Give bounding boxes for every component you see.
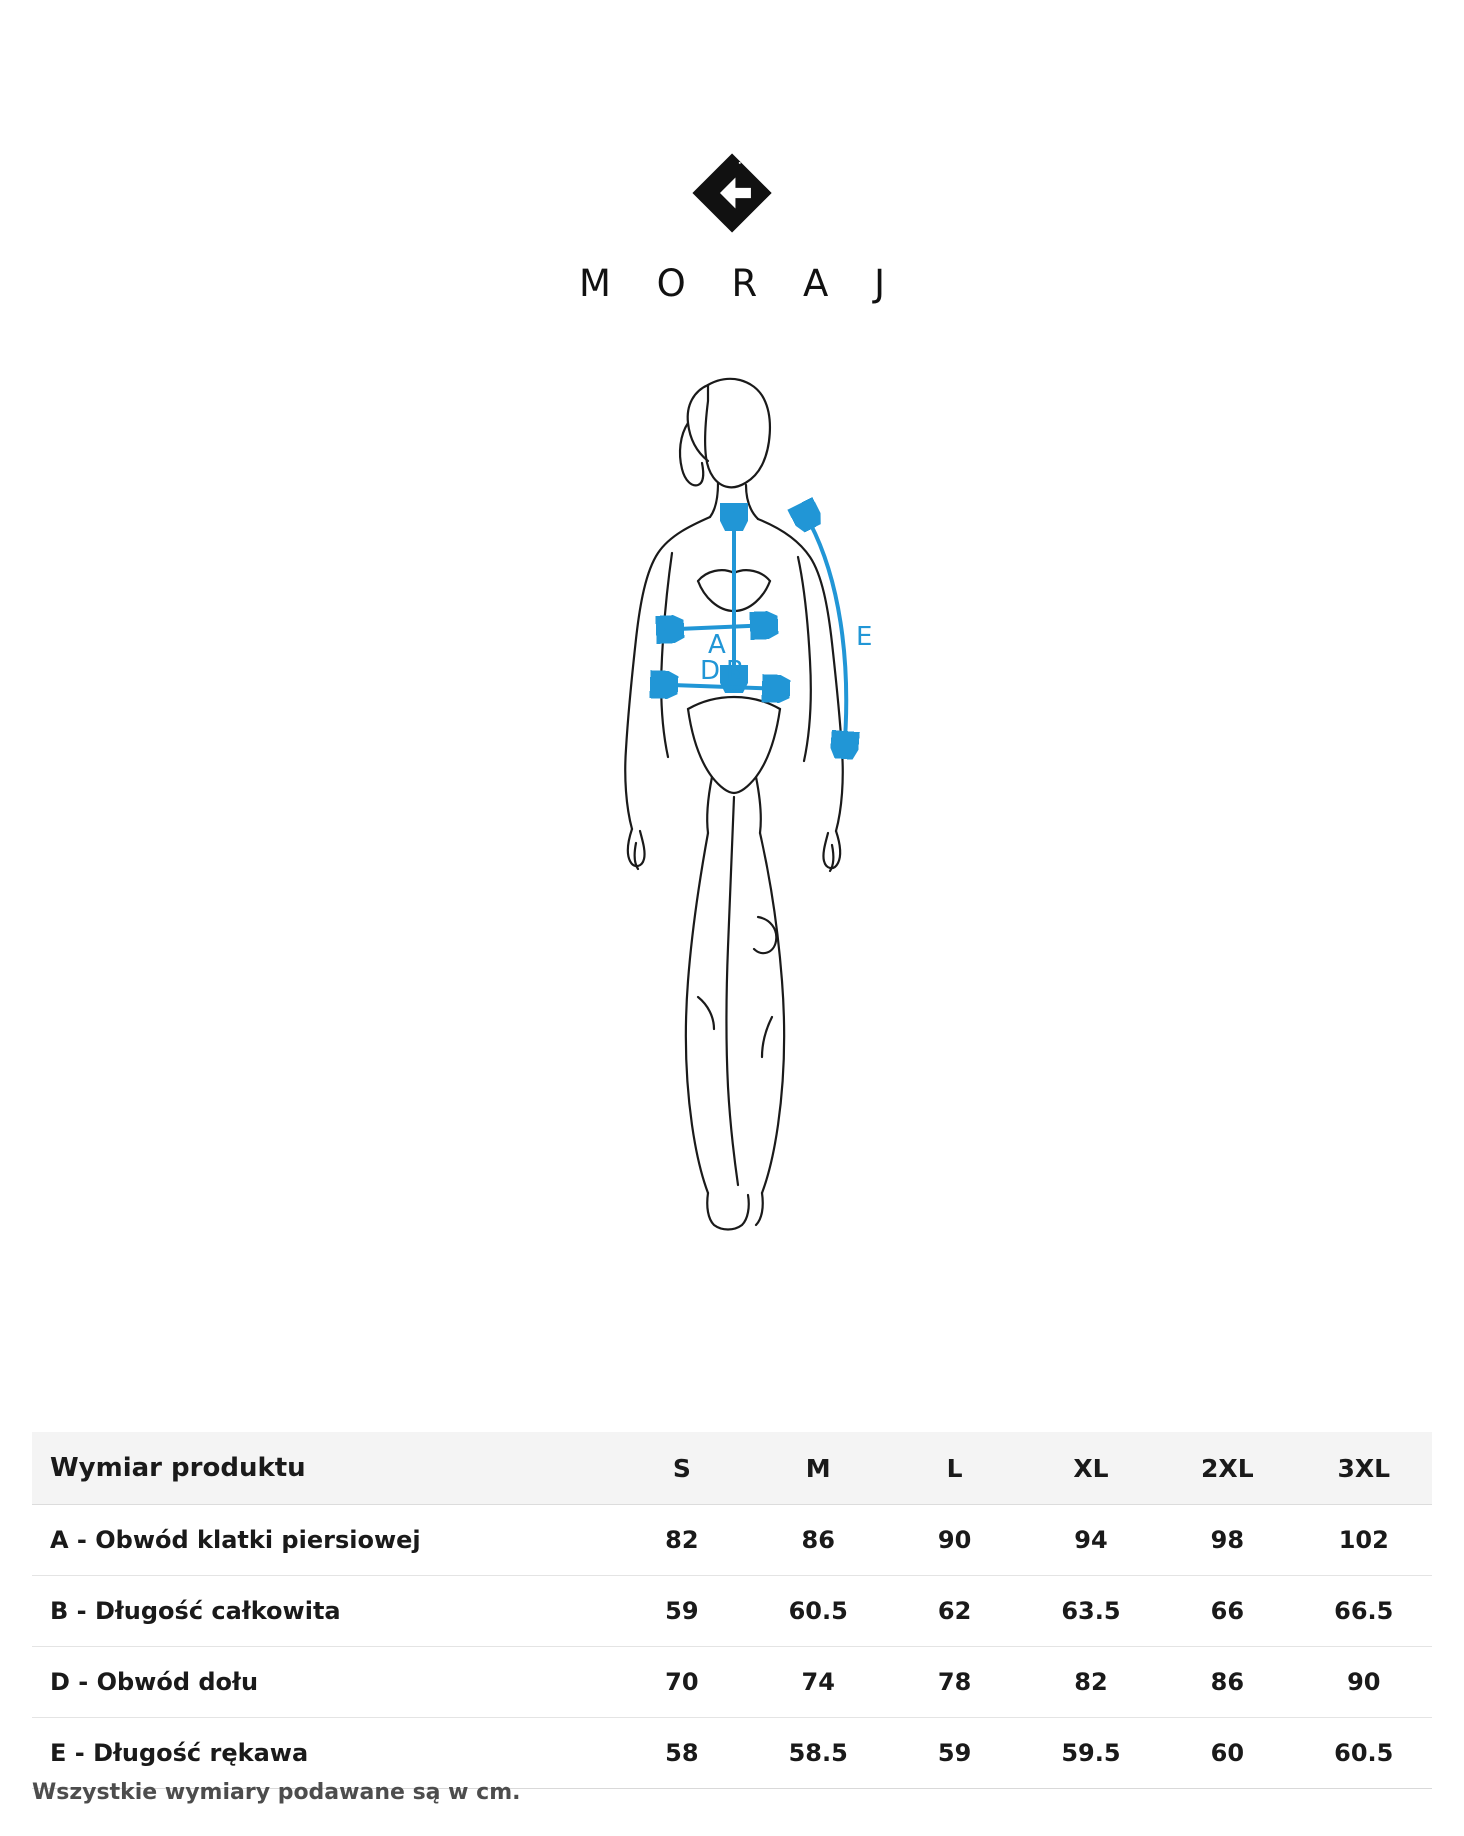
brand-block bbox=[562, 150, 902, 305]
marker-label-d: D bbox=[700, 656, 721, 686]
size-table-wrap bbox=[32, 1432, 1432, 1789]
column-header-3xl: 3XL bbox=[1296, 1432, 1432, 1505]
column-header-label: Wymiar produktu bbox=[32, 1432, 614, 1505]
column-header-l: L bbox=[886, 1432, 1022, 1505]
cell-a-3xl: 102 bbox=[1296, 1505, 1432, 1576]
cell-e-m: 58.5 bbox=[750, 1718, 886, 1789]
cell-e-3xl: 60.5 bbox=[1296, 1718, 1432, 1789]
cell-a-xl: 94 bbox=[1023, 1505, 1159, 1576]
column-header-s: S bbox=[614, 1432, 750, 1505]
table-body bbox=[32, 1505, 1432, 1789]
cell-e-s: 58 bbox=[614, 1718, 750, 1789]
cell-b-m: 60.5 bbox=[750, 1576, 886, 1647]
cell-d-xl: 82 bbox=[1023, 1647, 1159, 1718]
column-header-m: M bbox=[750, 1432, 886, 1505]
marker-label-a: A bbox=[708, 630, 726, 660]
cell-b-2xl: 66 bbox=[1159, 1576, 1295, 1647]
column-header-2xl: 2XL bbox=[1159, 1432, 1295, 1505]
table-row bbox=[32, 1647, 1432, 1718]
size-table bbox=[32, 1432, 1432, 1789]
cell-e-l: 59 bbox=[886, 1718, 1022, 1789]
moraj-arrow-logo-icon bbox=[689, 150, 775, 236]
table-row bbox=[32, 1505, 1432, 1576]
marker-label-b: B bbox=[726, 656, 744, 686]
cell-a-2xl: 98 bbox=[1159, 1505, 1295, 1576]
cell-d-2xl: 86 bbox=[1159, 1647, 1295, 1718]
marker-label-e: E bbox=[856, 622, 873, 652]
row-label-b: B - Długość całkowita bbox=[32, 1576, 614, 1647]
cell-d-m: 74 bbox=[750, 1647, 886, 1718]
table-header bbox=[32, 1432, 1432, 1505]
units-footnote: Wszystkie wymiary podawane są w cm. bbox=[32, 1780, 521, 1805]
cell-d-l: 78 bbox=[886, 1647, 1022, 1718]
cell-a-l: 90 bbox=[886, 1505, 1022, 1576]
column-header-xl: XL bbox=[1023, 1432, 1159, 1505]
brand-name: M O R A J bbox=[578, 262, 903, 305]
row-label-e: E - Długość rękawa bbox=[32, 1718, 614, 1789]
cell-d-3xl: 90 bbox=[1296, 1647, 1432, 1718]
cell-b-s: 59 bbox=[614, 1576, 750, 1647]
table-header-row bbox=[32, 1432, 1432, 1505]
cell-b-xl: 63.5 bbox=[1023, 1576, 1159, 1647]
table-row bbox=[32, 1576, 1432, 1647]
cell-d-s: 70 bbox=[614, 1647, 750, 1718]
cell-b-3xl: 66.5 bbox=[1296, 1576, 1432, 1647]
cell-e-xl: 59.5 bbox=[1023, 1718, 1159, 1789]
cell-a-s: 82 bbox=[614, 1505, 750, 1576]
table-row bbox=[32, 1718, 1432, 1789]
cell-b-l: 62 bbox=[886, 1576, 1022, 1647]
cell-a-m: 86 bbox=[750, 1505, 886, 1576]
cell-e-2xl: 60 bbox=[1159, 1718, 1295, 1789]
measurement-diagram bbox=[522, 357, 942, 1257]
row-label-a: A - Obwód klatki piersiowej bbox=[32, 1505, 614, 1576]
row-label-d: D - Obwód dołu bbox=[32, 1647, 614, 1718]
